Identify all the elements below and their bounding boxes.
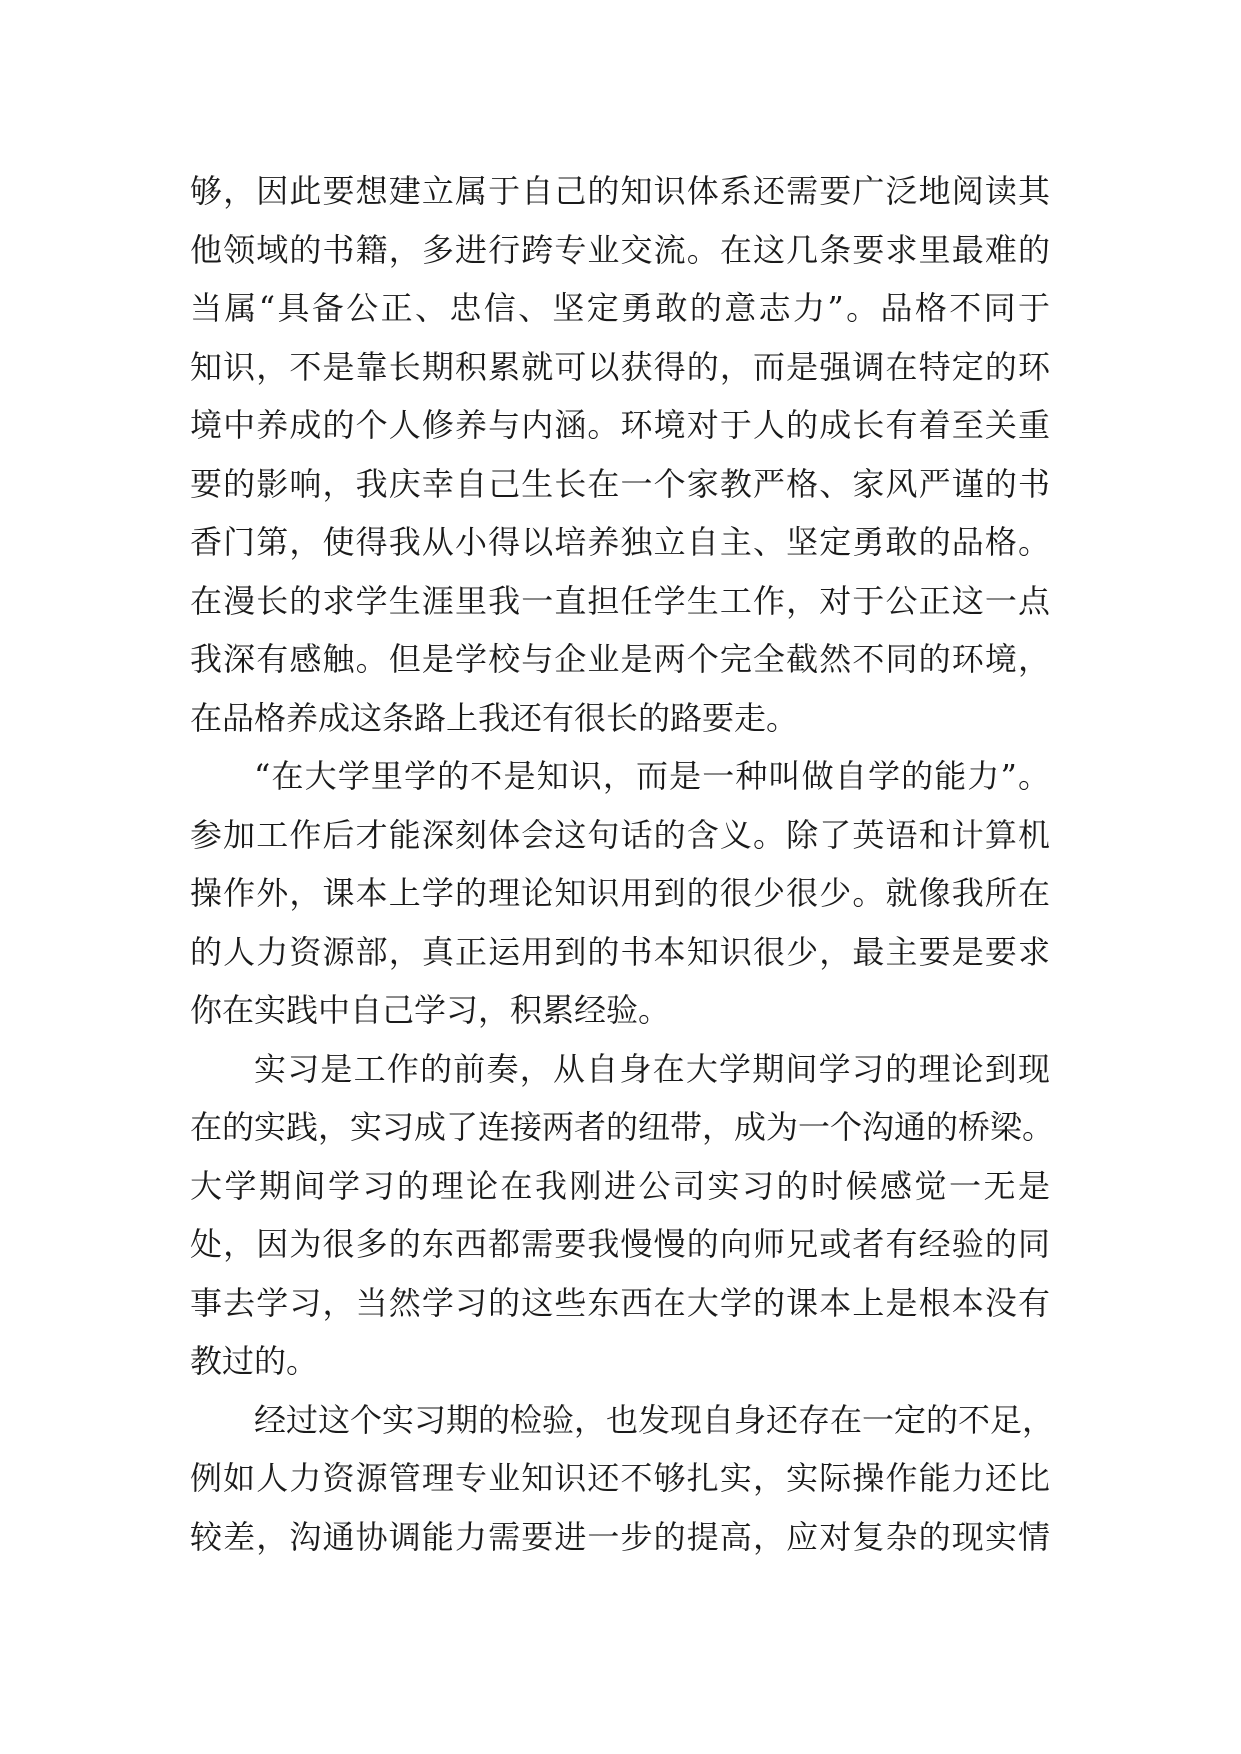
text-line: 我深有感触。但是学校与企业是两个完全截然不同的环境， bbox=[190, 640, 1050, 678]
body-text bbox=[190, 162, 1055, 1566]
text-line: 事去学习，当然学习的这些东西在大学的课本上是根本没有 bbox=[190, 1283, 1050, 1322]
text-line: 处，因为很多的东西都需要我慢慢的向师兄或者有经验的同 bbox=[190, 1225, 1050, 1263]
text-line: 在漫长的求学生涯里我一直担任学生工作，对于公正这一点 bbox=[190, 581, 1050, 620]
text-line: 够，因此要想建立属于自己的知识体系还需要广泛地阅读其 bbox=[190, 172, 1050, 210]
text-line: 较差，沟通协调能力需要进一步的提高，应对复杂的现实情 bbox=[190, 1517, 1050, 1556]
text-line: 操作外，课本上学的理论知识用到的很少很少。就像我所在 bbox=[190, 874, 1050, 912]
text-line: 在品格养成这条路上我还有很长的路要走。 bbox=[190, 698, 799, 737]
text-line: 经过这个实习期的检验，也发现自身还存在一定的不足， bbox=[254, 1400, 1055, 1439]
text-line: 当属“具备公正、忠信、坚定勇敢的意志力”。品格不同于 bbox=[190, 289, 1050, 327]
text-line: 你在实践中自己学习，积累经验。 bbox=[190, 991, 671, 1029]
text-line: 要的影响，我庆幸自己生长在一个家教严格、家风严谨的书 bbox=[190, 464, 1050, 503]
text-line: 他领域的书籍，多进行跨专业交流。在这几条要求里最难的 bbox=[190, 230, 1050, 269]
text-line: 在的实践，实习成了连接两者的纽带，成为一个沟通的桥梁。 bbox=[190, 1108, 1055, 1146]
text-line: 知识，不是靠长期积累就可以获得的，而是强调在特定的环 bbox=[190, 347, 1050, 386]
text-line: 例如人力资源管理专业知识还不够扎实，实际操作能力还比 bbox=[190, 1459, 1050, 1497]
text-line: 参加工作后才能深刻体会这句话的含义。除了英语和计算机 bbox=[190, 815, 1050, 854]
text-line: 境中养成的个人修养与内涵。环境对于人的成长有着至关重 bbox=[190, 406, 1050, 444]
text-line: 香门第，使得我从小得以培养独立自主、坚定勇敢的品格。 bbox=[190, 523, 1050, 561]
text-line: “在大学里学的不是知识，而是一种叫做自学的能力”。 bbox=[254, 757, 1050, 795]
text-line: 的人力资源部，真正运用到的书本知识很少，最主要是要求 bbox=[190, 932, 1050, 971]
text-line: 大学期间学习的理论在我刚进公司实习的时候感觉一无是 bbox=[190, 1166, 1050, 1205]
text-line: 实习是工作的前奏，从自身在大学期间学习的理论到现 bbox=[254, 1049, 1050, 1088]
text-line: 教过的。 bbox=[190, 1342, 319, 1380]
